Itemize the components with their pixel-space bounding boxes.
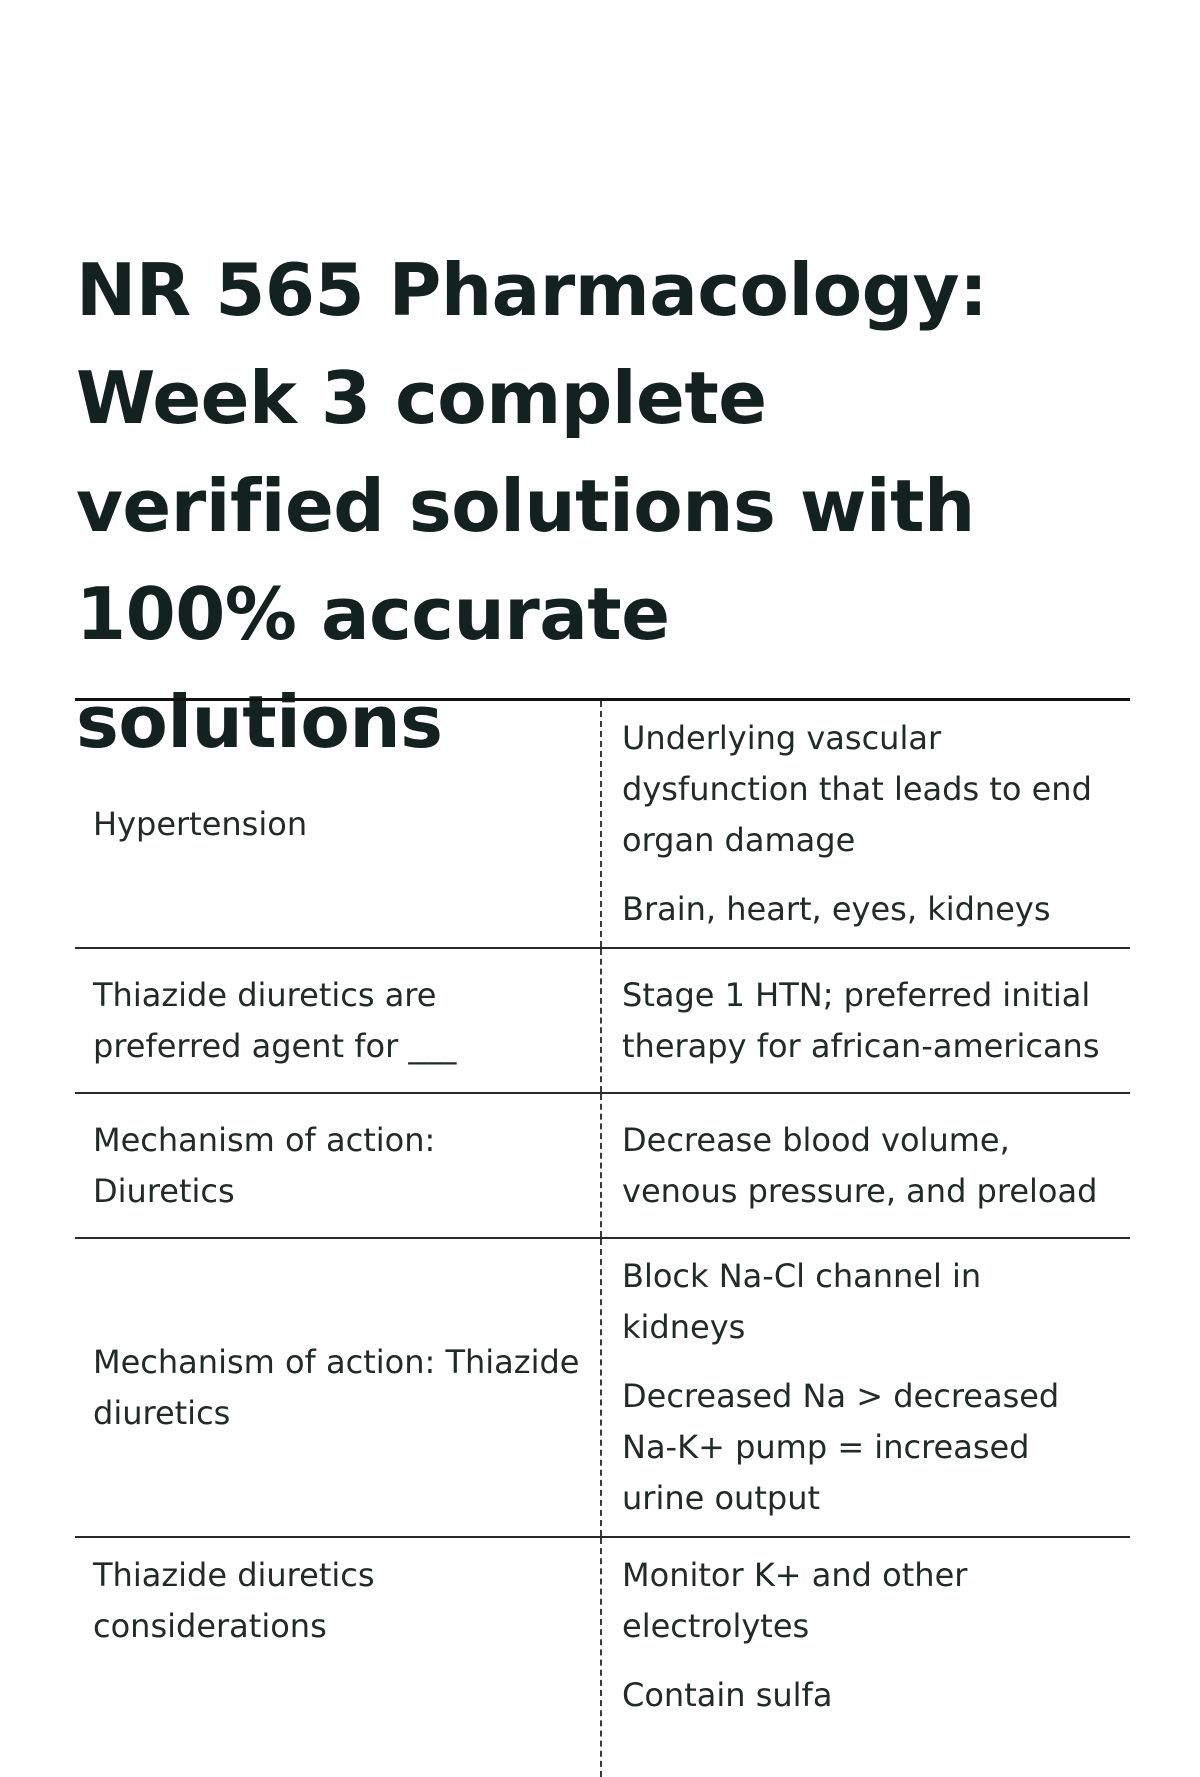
definition-text: Stage 1 HTN; preferred initial therapy for african-americans: [622, 975, 1100, 1065]
definition-text: Underlying vascular dysfunction that leads to end organ damage: [622, 719, 1092, 859]
document-title: NR 565 Pharmacology: Week 3 complete verified solutions with 100% accurate solutions: [76, 248, 988, 764]
definition-text: Brain, heart, eyes, kidneys: [622, 890, 1051, 928]
term-cell: Thiazide diuretics are preferred agent for ___: [75, 948, 601, 1093]
table-row: [75, 700, 1130, 949]
definition-cell: [601, 1093, 1130, 1238]
definition-cell: [601, 1238, 1130, 1537]
definition-text: Monitor K+ and other electrolytes: [622, 1556, 968, 1645]
table-row: [75, 1537, 1130, 1777]
definition-cell: [601, 1537, 1130, 1777]
term-cell: Mechanism of action: Thiazide diuretics: [75, 1238, 601, 1537]
table-row: [75, 1093, 1130, 1238]
term-cell: Mechanism of action: Diuretics: [75, 1093, 601, 1238]
table-row: [75, 1238, 1130, 1537]
table-row: [75, 948, 1130, 1093]
term-cell: Hypertension: [75, 700, 601, 949]
term-cell: Thiazide diuretics considerations: [75, 1537, 601, 1777]
definition-cell: [601, 700, 1130, 949]
flashcard-table: [75, 698, 1130, 1777]
definition-text: Decreased Na > decreased Na-K+ pump = increased urine output: [622, 1377, 1060, 1517]
definition-text: Decrease blood volume, venous pressure, and preload: [622, 1120, 1098, 1210]
definition-cell: [601, 948, 1130, 1093]
definition-text: Contain sulfa: [622, 1676, 833, 1714]
definition-text: Block Na-Cl channel in kidneys: [622, 1257, 982, 1346]
